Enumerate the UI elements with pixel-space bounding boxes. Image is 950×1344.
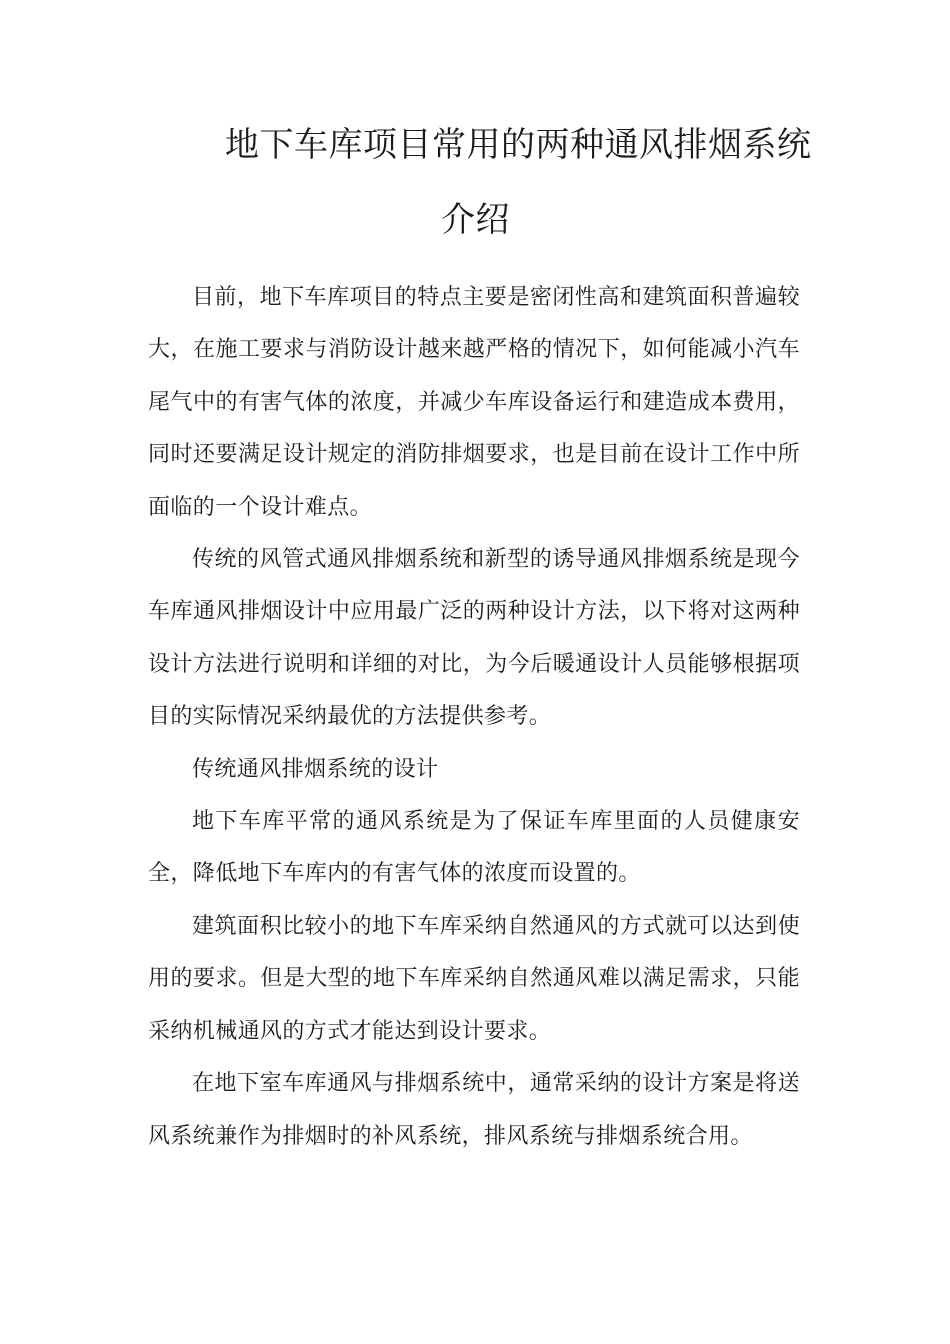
document-body bbox=[148, 272, 800, 1163]
paragraph-natural-ventilation: 建筑面积比较小的地下车库采纳自然通风的方式就可以达到使用的要求。但是大型的地下车库采纳自然通风难以满足需求，只能采纳机械通风的方式才能达到设计要求。 bbox=[148, 913, 800, 1044]
document-title-line-1: 地下车库项目常用的两种通风排烟系统 bbox=[225, 125, 812, 165]
section-heading: 传统通风排烟系统的设计 bbox=[192, 756, 439, 782]
paragraph-comparison: 传统的风管式通风排烟系统和新型的诱导通风排烟系统是现今车库通风排烟设计中应用最广泛的两种设计方法，以下将对这两种设计方法进行说明和详细的对比，为今后暖通设计人员能够根据项目的实际情况采纳最优的方法提供参考。 bbox=[148, 547, 800, 730]
document-title-line-2: 介绍 bbox=[441, 200, 510, 240]
paragraph-intro: 目前，地下车库项目的特点主要是密闭性高和建筑面积普遍较大，在施工要求与消防设计越来越严格的情况下，如何能减小汽车尾气中的有害气体的浓度，并减少车库设备运行和建造成本费用，同时还要满足设计规定的消防排烟要求，也是目前在设计工作中所面临的一个设计难点。 bbox=[148, 285, 800, 520]
paragraph-design-scheme: 在地下室车库通风与排烟系统中，通常采纳的设计方案是将送风系统兼作为排烟时的补风系统，排风系统与排烟系统合用。 bbox=[148, 1071, 800, 1149]
paragraph-purpose: 地下车库平常的通风系统是为了保证车库里面的人员健康安全，降低地下车库内的有害气体的浓度而设置的。 bbox=[148, 809, 800, 887]
